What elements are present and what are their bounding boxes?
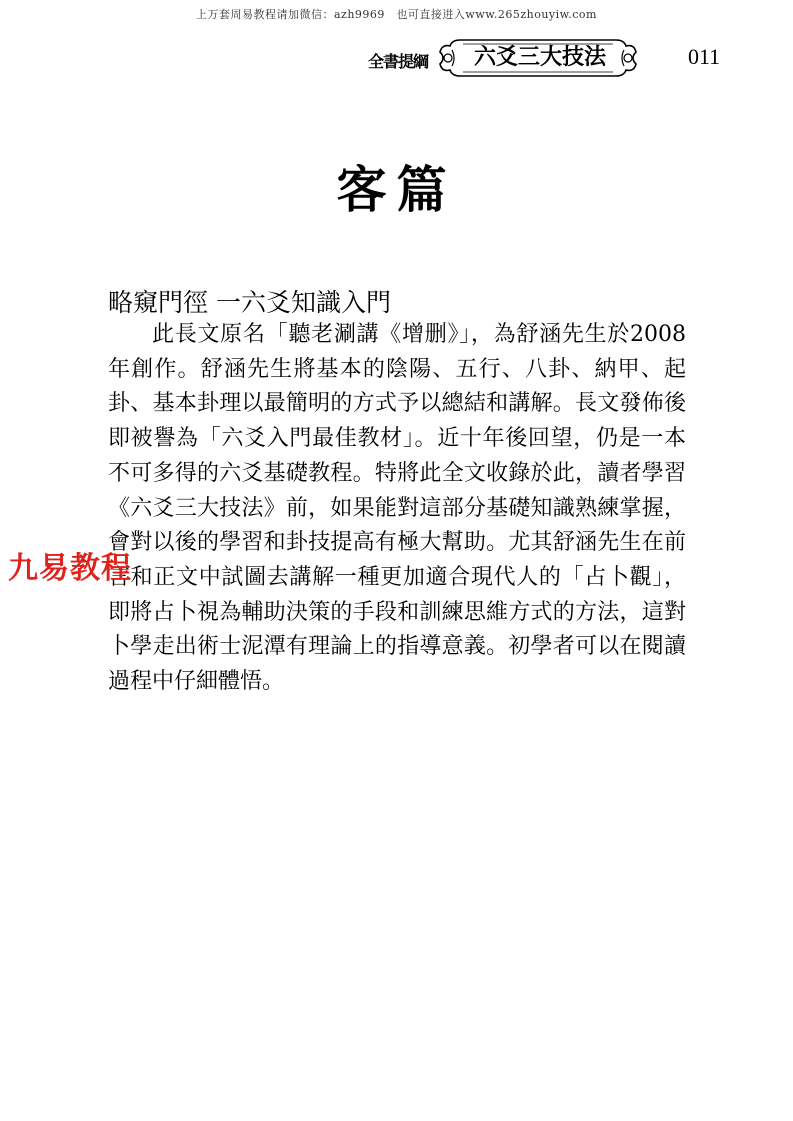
body-paragraph: 此長文原名「聽老涮講《增删》」，為舒涵先生於2008年創作。舒涵先生將基本的陰陽、五行、八卦、納甲、起卦、基本卦理以最簡明的方式予以總結和講解。長文發佈後即被譽為「六爻入門最佳教材」。近十年後回望，仍是一本不可多得的六爻基礎教程。特將此全文收錄於此，讀者學習《六爻三大技法》前，如果能對這部分基礎知識熟練掌握，會對以後的學習和卦技提高有極大幫助。尤其舒涵先生在前言和正文中試圖去講解一種更加適合現代人的「占卜觀」，即將占卜視為輔助決策的手段和訓練思維方式的方法，這對卜學走出術士泥潭有理論上的指導意義。初學者可以在閱讀過程中仔細體悟。 bbox=[108, 322, 686, 695]
watermark-logo: 九易教程 bbox=[8, 551, 132, 586]
page-header bbox=[368, 36, 768, 80]
page-number: 011 bbox=[688, 44, 721, 69]
chapter-title: 客篇 bbox=[336, 160, 457, 219]
book-title: 六爻三大技法 bbox=[473, 45, 606, 70]
section-title: 略窺門徑 一六爻知識入門 bbox=[108, 288, 391, 317]
series-label: 全書提綱 bbox=[368, 52, 429, 71]
top-promo-note: 上万套周易教程请加微信：azh9969 也可直接进入www.265zhouyiw.com bbox=[195, 8, 597, 21]
